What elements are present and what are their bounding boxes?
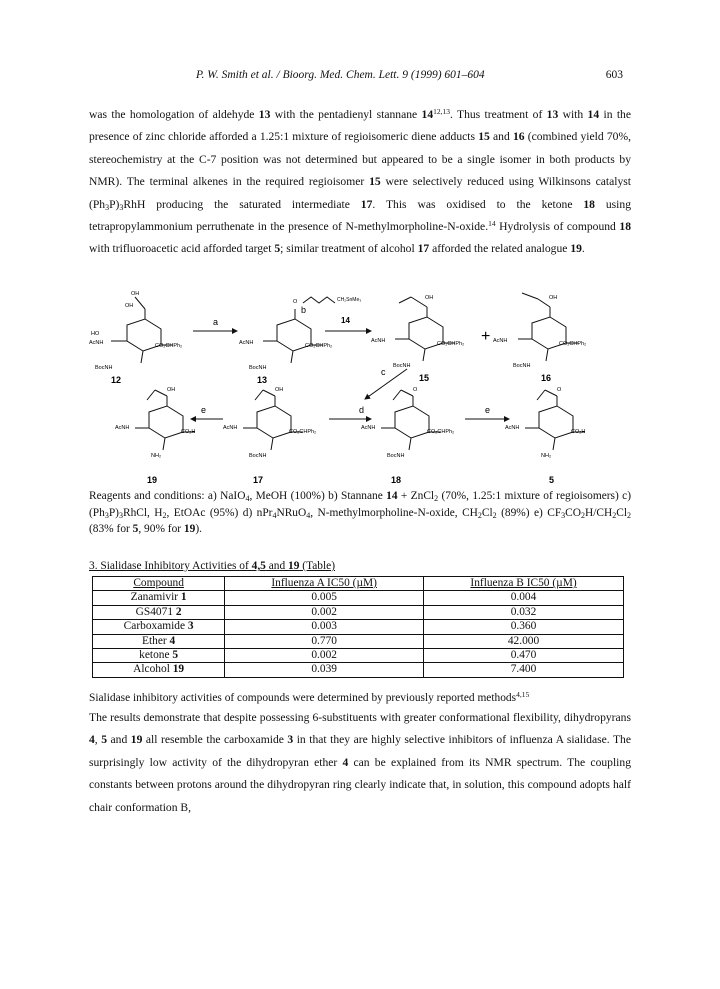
table-row xyxy=(93,663,624,677)
atom-label: O xyxy=(293,299,298,305)
ic50-a-cell: 0.002 xyxy=(225,605,424,619)
table-row xyxy=(93,649,624,663)
atom-label: BocNH xyxy=(513,363,531,369)
subscript: 2 xyxy=(612,510,617,520)
text-run: Cl xyxy=(481,506,493,519)
compound-ref: 5 xyxy=(274,242,281,256)
ic50-a-cell: 0.039 xyxy=(225,663,424,677)
text-run: , xyxy=(94,733,102,747)
compound-ref: 5 xyxy=(101,733,108,747)
text-run: 3. Sialidase Inhibitory Activities of xyxy=(89,560,252,572)
subscript: 4 xyxy=(245,494,250,503)
arrow-label: e xyxy=(485,405,491,415)
compound-number: 13 xyxy=(257,375,268,385)
text-run: , EtOAc (95%) d) nPr xyxy=(166,506,273,519)
compound-number: 12 xyxy=(111,375,122,385)
arrow-label: b xyxy=(301,305,307,315)
compound-name: Zanamivir xyxy=(130,591,181,604)
table-row xyxy=(93,634,624,648)
ic50-a-cell: 0.005 xyxy=(225,591,424,605)
citation: 12,13 xyxy=(433,107,450,116)
compound-ref: 4,5 xyxy=(251,560,266,572)
atom-label: AcNH xyxy=(371,338,386,344)
text-run: CO xyxy=(565,506,581,519)
arrow-label: a xyxy=(213,317,219,327)
text-run: RhH producing the saturated intermediate xyxy=(123,197,361,211)
compound-ref: 17 xyxy=(360,197,373,211)
compound-ref: 2 xyxy=(175,605,182,618)
subscript: 4 xyxy=(272,510,277,520)
compound-ref: 18 xyxy=(619,220,631,234)
paragraph-synthesis xyxy=(89,104,631,261)
atom-label: BocNH xyxy=(249,365,267,371)
text-run: . This was oxidised to the ketone xyxy=(372,197,584,211)
subscript: 2 xyxy=(581,510,585,520)
compound-cell xyxy=(93,591,225,605)
compound-name: Ether xyxy=(142,634,170,647)
arrow-label: c xyxy=(381,367,386,377)
compound-ref: 13 xyxy=(258,108,271,121)
text-run: and xyxy=(489,130,513,144)
compound-ref: 5 xyxy=(172,649,179,662)
compound-number: 5 xyxy=(549,475,555,485)
text-run: was the homologation of aldehyde xyxy=(89,108,259,121)
atom-label: HO xyxy=(91,331,100,337)
text-run: with xyxy=(558,108,588,121)
atom-label: AcNH xyxy=(89,340,104,346)
compound-name: Carboxamide xyxy=(123,620,188,633)
citation: 4,15 xyxy=(516,690,530,699)
compound-ref: 3 xyxy=(187,620,194,633)
text-run: P) xyxy=(108,506,119,519)
atom-label: AcNH xyxy=(223,425,238,431)
compound-ref: 14 xyxy=(421,108,434,121)
compound-name: Alcohol xyxy=(133,663,173,676)
ic50-b-cell: 42.000 xyxy=(424,634,624,648)
compound-cell xyxy=(93,605,225,619)
compound-cell xyxy=(93,634,225,648)
compound-name: ketone xyxy=(139,649,173,662)
atom-label: OH xyxy=(167,387,176,393)
text-run: Hydrolysis of compound xyxy=(495,220,620,234)
ic50-a-cell: 0.002 xyxy=(225,649,424,663)
atom-label: OH xyxy=(549,295,558,301)
atom-label: O xyxy=(557,387,562,393)
subscript: 2 xyxy=(434,494,439,503)
molecule-18 xyxy=(381,390,441,450)
atom-label: AcNH xyxy=(115,425,130,431)
atom-label: NH₂ xyxy=(151,453,162,459)
column-header: Influenza A IC50 (µM) xyxy=(225,577,424,591)
ic50-b-cell: 0.004 xyxy=(424,591,624,605)
text-run: , 90% for xyxy=(138,523,184,535)
molecule-13 xyxy=(263,309,323,363)
atom-label: CO₂CHPh₂ xyxy=(289,429,317,435)
compound-cell xyxy=(93,649,225,663)
compound-ref: 19 xyxy=(570,242,582,256)
atom-label: CO₂CHPh₂ xyxy=(559,341,587,347)
atom-label: AcNH xyxy=(361,425,376,431)
compound-number: 18 xyxy=(391,475,402,485)
ic50-b-cell: 0.360 xyxy=(424,620,624,634)
text-run: all resemble the carboxamide xyxy=(142,733,288,747)
atom-label: CO₂H xyxy=(571,429,586,435)
stannane-chain xyxy=(303,297,335,303)
atom-label: CO₂CHPh₂ xyxy=(155,343,183,349)
compound-ref: 14 xyxy=(587,108,600,121)
table-header-row xyxy=(93,577,624,591)
ic50-a-cell: 0.003 xyxy=(225,620,424,634)
scheme-caption xyxy=(89,488,631,538)
ic50-b-cell: 0.032 xyxy=(424,605,624,619)
text-run: + ZnCl xyxy=(397,490,435,502)
subscript: 3 xyxy=(119,202,124,212)
compound-ref: 19 xyxy=(288,560,300,572)
text-run: Cl xyxy=(616,506,627,519)
text-run: NRuO xyxy=(276,506,307,519)
ic50-table xyxy=(92,576,624,678)
atom-label: BocNH xyxy=(95,365,113,371)
text-run: (combined yield 70%, stereochemistry at the C-7 position was not determined but appeared to be a single isomer in both products by NMR). The terminal alkenes in the required regioisomer xyxy=(89,130,631,189)
plus-sign: + xyxy=(481,328,491,345)
text-run: ). xyxy=(195,523,202,535)
scheme-graphic xyxy=(89,287,631,485)
compound-number: 17 xyxy=(253,475,264,485)
text-run: (Table) xyxy=(299,560,335,572)
atom-label: BocNH xyxy=(387,453,405,459)
text-run: , N-methylmorpholine-N-oxide, CH xyxy=(310,506,478,519)
compound-name: GS4071 xyxy=(135,605,176,618)
text-run: RhCl, H xyxy=(122,506,163,519)
text-run: Sialidase inhibitory activities of compounds were determined by previously reported methods xyxy=(89,692,517,704)
compound-ref: 19 xyxy=(183,523,196,535)
molecule-16 xyxy=(518,293,578,361)
subscript: 2 xyxy=(477,510,482,520)
ic50-a-cell: 0.770 xyxy=(225,634,424,648)
paragraph-results xyxy=(89,707,631,819)
section-heading xyxy=(89,560,335,572)
column-header: Compound xyxy=(93,577,225,591)
arrow-label: d xyxy=(359,405,365,415)
text-run: , MeOH (100%) b) Stannane xyxy=(249,490,387,502)
subscript: 3 xyxy=(104,510,109,520)
text-run: in that they are highly selective inhibitors of influenza A sialidase. The surprisingly low activity of the dihydropyran ether xyxy=(89,733,631,769)
column-header: Influenza B IC50 (µM) xyxy=(424,577,624,591)
text-run: and xyxy=(107,733,131,747)
reaction-arrow xyxy=(365,369,407,399)
molecule-19 xyxy=(135,390,195,450)
subscript: 3 xyxy=(561,510,566,520)
text-run: The results demonstrate that despite possessing 6-substituents with greater conformational flexibility, dihydropyrans xyxy=(89,711,631,724)
running-header xyxy=(0,69,720,85)
molecule-12 xyxy=(111,297,173,363)
text-run: with the pentadienyl stannane xyxy=(270,108,422,121)
atom-label: OH xyxy=(425,295,434,301)
text-run: Reagents and conditions: a) NaIO xyxy=(89,490,246,502)
compound-ref: 18 xyxy=(583,197,595,211)
compound-ref: 13 xyxy=(546,108,559,121)
compound-cell xyxy=(93,620,225,634)
atom-label: AcNH xyxy=(239,340,254,346)
atom-label: OH xyxy=(275,387,284,393)
stannane-label: CH₂SnMe₃ xyxy=(337,297,362,303)
compound-ref: 16 xyxy=(512,130,525,144)
compound-ref: 19 xyxy=(172,663,185,676)
molecule-5 xyxy=(525,390,585,450)
subscript: 4 xyxy=(306,510,311,520)
subscript: 2 xyxy=(492,510,497,520)
page-number: 603 xyxy=(605,69,623,81)
text-run: in the presence of zinc chloride afforded a 1.25:1 mixture of regioisomeric diene adducts xyxy=(89,108,631,144)
table-row xyxy=(93,605,624,619)
ic50-b-cell: 7.400 xyxy=(424,663,624,677)
molecule-15 xyxy=(395,297,455,361)
atom-label: BocNH xyxy=(249,453,267,459)
atom-label: BocNH xyxy=(393,363,411,369)
compound-ref: 5 xyxy=(132,523,139,535)
text-run: and xyxy=(265,560,289,572)
atom-label: CO₂CHPh₂ xyxy=(437,341,465,347)
atom-label: CO₂CHPh₂ xyxy=(305,343,333,349)
compound-ref: 15 xyxy=(478,130,490,144)
compound-ref: 4 xyxy=(342,755,349,769)
compound-number: 16 xyxy=(541,373,552,383)
text-run: H/CH xyxy=(585,506,613,519)
compound-ref: 19 xyxy=(130,733,143,747)
text-run: using tetrapropylammonium perruthenate in the presence of N-methylmorpholine-N-oxide. xyxy=(89,197,631,234)
text-run: with trifluoroacetic acid afforded target xyxy=(89,242,275,256)
text-run: ; similar treatment of alcohol xyxy=(280,242,418,256)
compound-ref: 4 xyxy=(89,733,95,747)
text-run: (83% for xyxy=(89,523,133,535)
compound-cell xyxy=(93,663,225,677)
compound-ref: 17 xyxy=(417,242,430,256)
subscript: 2 xyxy=(626,510,631,520)
compound-ref: 14 xyxy=(386,490,398,502)
table-row xyxy=(93,620,624,634)
citation: 14 xyxy=(488,219,496,229)
text-run: afforded the related analogue xyxy=(429,242,571,256)
running-head: P. W. Smith et al. / Bioorg. Med. Chem. Lett. 9 (1999) 601–604 xyxy=(196,69,485,81)
table-footnote xyxy=(89,690,631,706)
compound-ref: 4 xyxy=(169,634,176,647)
atom-label: O xyxy=(413,387,418,393)
atom-label: CO₂H xyxy=(181,429,196,435)
text-run: were selectively reduced using Wilkinsons catalyst (Ph xyxy=(89,175,631,211)
subscript: 3 xyxy=(105,202,110,212)
atom-label: NH₂ xyxy=(541,453,552,459)
reagent-14: 14 xyxy=(341,316,350,325)
reaction-scheme xyxy=(89,287,631,485)
atom-label: CO₂CHPh₂ xyxy=(427,429,455,435)
text-run: . Thus treatment of xyxy=(449,108,547,121)
subscript: 3 xyxy=(118,510,123,520)
subscript: 2 xyxy=(162,510,167,520)
text-run: can be explained from its NMR spectrum. The coupling constants between protons around the dihydropyran ring clearly indicate that, in solution, this compound adopts half chair conformation B, xyxy=(89,755,631,814)
text-run: . xyxy=(581,242,585,256)
arrow-label: e xyxy=(201,405,207,415)
compound-ref: 1 xyxy=(180,591,187,604)
text-run: P) xyxy=(109,197,120,211)
table-row xyxy=(93,591,624,605)
atom-label: AcNH xyxy=(505,425,520,431)
text-run: (70%, 1.25:1 mixture of regioisomers) c) (Ph xyxy=(89,490,631,519)
molecule-17 xyxy=(243,390,303,450)
text-run: (89%) e) CF xyxy=(496,506,562,519)
compound-number: 15 xyxy=(419,373,430,383)
compound-ref: 3 xyxy=(287,733,294,747)
compound-number: 19 xyxy=(147,475,158,485)
atom-label: AcNH xyxy=(493,338,508,344)
compound-ref: 15 xyxy=(369,175,381,189)
ic50-b-cell: 0.470 xyxy=(424,649,624,663)
atom-label: OH xyxy=(131,291,140,297)
atom-label: OH xyxy=(125,303,134,309)
